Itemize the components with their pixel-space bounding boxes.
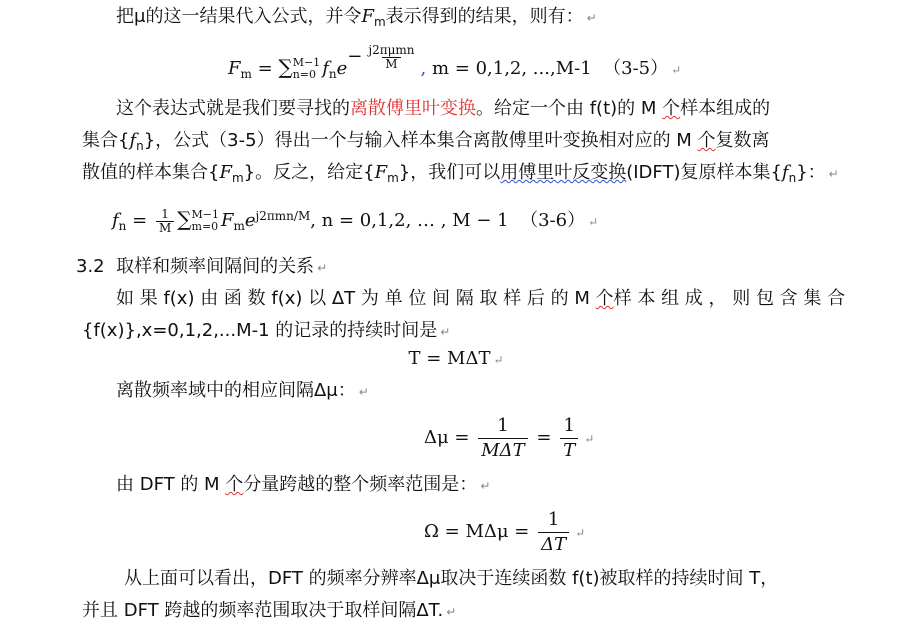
paragraph-mark-icon: ↵ (671, 63, 682, 77)
equation-3-5: $F_m = \sum M-1$ n=0 $f_ne-$ $\frac{\text{j2πμmn}}{M}$ , m = 0,1,2, ...,M-1 （3-5） ↵ (228, 42, 682, 82)
idft-term-underlined: 用傅里叶反变换 (500, 162, 627, 183)
para2-text: }，公式（3-5）得出一个与输入样本集合离散傅里叶变换相对应的 M (143, 130, 698, 151)
paragraph-mark-icon: ↵ (317, 261, 328, 275)
sum-symbol: ∑ (177, 207, 192, 231)
eq36-equals: = (126, 210, 153, 231)
eq36-range: , n = 0,1,2, … , M − 1 (310, 210, 509, 231)
para2-line1 (116, 96, 770, 122)
fm-symbol: F (361, 6, 374, 27)
eq36-lhs: f (112, 210, 119, 231)
spellcheck-word: 个 (697, 130, 716, 151)
paragraph-mark-icon: ↵ (493, 353, 504, 367)
para4-text: 离散频率域中的相应间隔Δμ： (116, 380, 356, 401)
eq36-limits (192, 209, 219, 233)
para4-line (116, 378, 369, 405)
para2-text: 。给定一个由 f(t)的 M (476, 98, 663, 119)
frac2-den: T (560, 438, 578, 463)
para6-text: 从上面可以看出，DFT 的频率分辨率Δμ取决于连续函数 f(t)被取样的持续时间 T， (124, 568, 779, 589)
eq35-sum-lower: n=0 (292, 68, 317, 81)
eq36-coef-den: M (156, 221, 174, 235)
spellcheck-word: 个 (595, 288, 614, 309)
para3-line1 (116, 286, 845, 312)
fn-symbol: f (781, 162, 789, 183)
frac1-num: 1 (497, 414, 509, 436)
eq36-coefficient (156, 208, 174, 235)
eq35-term: f (322, 58, 329, 79)
eq36-tag: （3-6） (520, 210, 586, 231)
para3-text: 如 果 f(x) 由 函 数 f(x) 以 ΔT 为 单 位 间 隔 取 样 后 的 M (116, 288, 596, 309)
eq35-exp-num: j2πμmn (368, 42, 415, 57)
intro-text-end: 表示得到的结果，则有： (385, 6, 584, 27)
fm-subscript: m (387, 171, 399, 186)
section-heading (76, 254, 327, 281)
para3-line2 (82, 318, 450, 345)
frac1-den: MΔT (478, 438, 527, 463)
paragraph-mark-icon: ↵ (480, 479, 491, 493)
section-title: 取样和频率间隔间的关系 (116, 256, 315, 277)
spellcheck-word: 个 (225, 474, 244, 495)
eq36-term-sub: m (233, 219, 245, 234)
eq35-lhs-sub: m (240, 67, 252, 82)
paragraph-mark-icon: ↵ (828, 167, 839, 181)
para2-text: }，我们可以 (398, 162, 501, 183)
intro-text: 把μ的这一结果代入公式，并令 (116, 6, 362, 27)
eq35-base: e (336, 58, 348, 79)
para5-text: 分量跨越的整个频率范围是： (243, 474, 478, 495)
eq36-base: e (244, 210, 256, 231)
paragraph-mark-icon: ↵ (588, 215, 599, 229)
para2-text: (IDFT)复原样本集{ (626, 162, 782, 183)
para3-text: 样 本 组 成 ， 则 包 含 集 合 (613, 288, 846, 309)
para5-line (116, 472, 490, 499)
equation-duration (0, 346, 912, 373)
para2-text: 复数离 (715, 130, 770, 151)
para6-line1 (124, 566, 778, 592)
sum-symbol: ∑ (278, 55, 293, 79)
paragraph-mark-icon: ↵ (358, 385, 369, 399)
eq35-range: m = 0,1,2, ...,M-1 (431, 58, 592, 79)
paragraph-mark-icon: ↵ (586, 11, 597, 25)
fm-subscript: m (373, 15, 386, 30)
dft-term-highlight: 离散傅里叶变换 (350, 98, 476, 119)
equation-delta-mu (424, 410, 594, 467)
spellcheck-word: 个 (662, 98, 681, 119)
frac2-num: 1 (563, 414, 575, 436)
eq36-sum-upper: M−1 (191, 208, 219, 221)
fm-subscript: m (231, 171, 244, 186)
eq35-tag: （3-5） (603, 58, 669, 79)
para2-text: 集合{ (82, 130, 130, 151)
fm-symbol: F (374, 162, 388, 183)
fn-symbol: f (129, 130, 137, 151)
delta-mu-lhs: Δμ = (424, 427, 476, 448)
duration-formula: T = MΔT (408, 348, 491, 369)
fraction-1-over-dT (538, 508, 569, 557)
para2-text: }： (796, 162, 826, 183)
eq36-coef-num: 1 (161, 206, 169, 221)
para3-text: {f(x)},x=0,1,2,...M-1 的记录的持续时间是 (82, 320, 438, 341)
para6-line2 (82, 598, 456, 625)
eq36-exponent: j2πmn/M (255, 209, 311, 223)
para2-line3 (82, 160, 839, 187)
paragraph-mark-icon: ↵ (446, 605, 457, 619)
eq36-sum-lower: m=0 (191, 220, 219, 233)
fraction-1-over-MdT (478, 414, 527, 463)
fm-symbol: F (219, 162, 232, 183)
para5-text: 由 DFT 的 M (116, 474, 226, 495)
delta-mu-equals: = (530, 427, 558, 448)
eq35-term-sub: n (328, 67, 337, 82)
eq36-lhs-sub: n (118, 219, 127, 234)
paragraph-mark-icon: ↵ (584, 432, 595, 446)
fraction-1-over-T (560, 414, 578, 463)
omega-lhs: Ω = MΔμ = (424, 521, 536, 542)
para2-text: 散值的样本集合{ (82, 162, 220, 183)
eq35-lhs: F (228, 58, 241, 79)
paragraph-mark-icon: ↵ (440, 325, 451, 339)
eq35-exponent (365, 44, 417, 71)
fn-subscript: n (136, 139, 144, 154)
paragraph-mark-icon: ↵ (575, 526, 586, 540)
omega-frac-den: ΔT (538, 532, 569, 557)
para2-text: }。反之，给定{ (243, 162, 375, 183)
equation-omega (424, 504, 585, 561)
section-number: 3.2 (76, 256, 105, 277)
eq35-limits (293, 57, 320, 81)
para2-text: 样本组成的 (680, 98, 771, 119)
para6-text: 并且 DFT 跨越的频率范围取决于取样间隔ΔT. (82, 600, 444, 621)
eq35-sum-upper: M−1 (292, 56, 321, 69)
fn-subscript: n (788, 171, 797, 186)
intro-line (116, 4, 597, 31)
omega-frac-num: 1 (547, 508, 560, 530)
equation-3-6 (112, 202, 598, 239)
para2-line2 (82, 128, 770, 155)
eq35-exp-den: M (382, 57, 400, 71)
eq36-term: F (221, 210, 234, 231)
eq35-equals: = (251, 58, 279, 79)
para2-text: 这个表达式就是我们要寻找的 (116, 98, 350, 119)
